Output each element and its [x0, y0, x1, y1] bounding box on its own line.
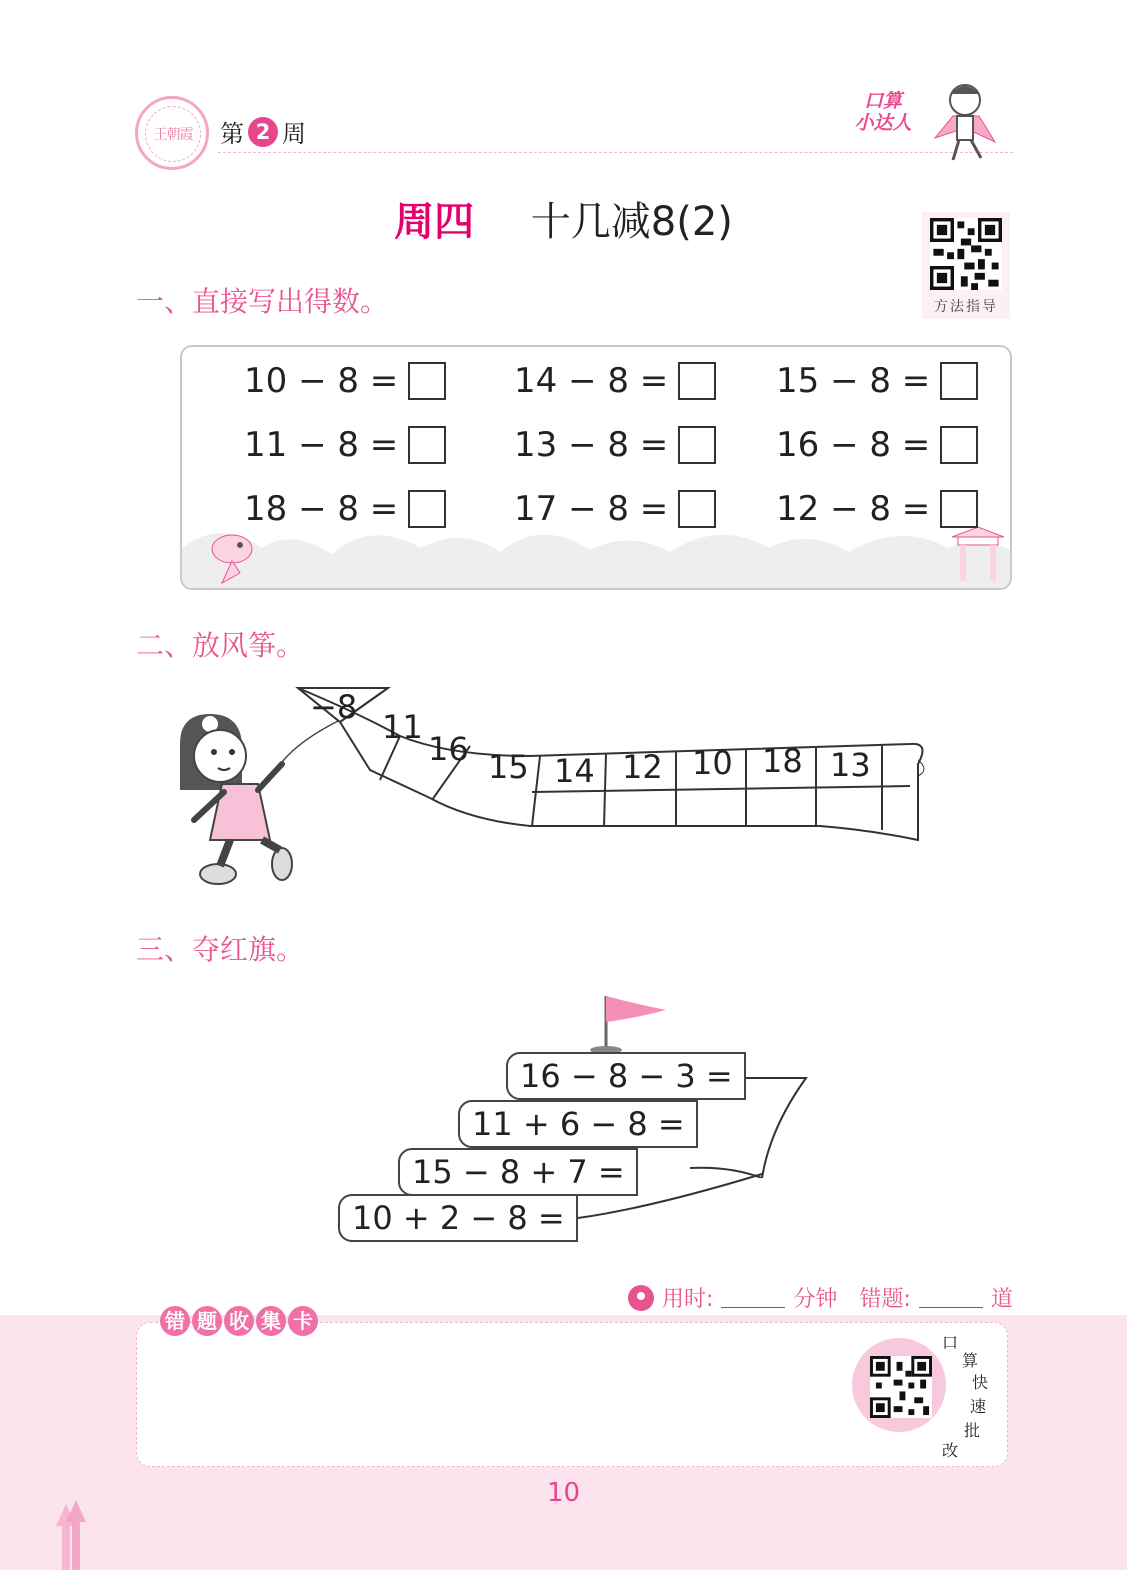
answer-box[interactable]: [408, 426, 446, 464]
brand-logo: 口算 小达人: [854, 90, 912, 134]
equation-1: 10 − 8 =: [244, 361, 446, 401]
page-number: 10: [546, 1478, 581, 1508]
card-title: 错 题 收 集 卡: [160, 1306, 318, 1336]
title-topic: 十几减8(2): [530, 199, 733, 245]
kite-number: 12: [622, 748, 663, 786]
stopwatch-icon: [628, 1285, 654, 1311]
answer-box[interactable]: [678, 490, 716, 528]
fast-check-label: 口 算 快 速 批 改: [942, 1333, 989, 1460]
answer-box[interactable]: [940, 426, 978, 464]
kite-operator: −8: [310, 688, 358, 726]
section-2-heading: 二、放风筝。: [136, 629, 305, 662]
qr-fast-check[interactable]: [852, 1338, 946, 1432]
stair-step-bottom: 10 + 2 − 8 =: [338, 1194, 578, 1242]
kite-number: 18: [762, 742, 803, 780]
equation-2: 14 − 8 =: [514, 361, 716, 401]
answer-box[interactable]: [678, 426, 716, 464]
answer-box[interactable]: [408, 362, 446, 400]
week-label: [220, 114, 306, 149]
answer-box[interactable]: [408, 490, 446, 528]
kite-number: 14: [554, 752, 595, 790]
section-1-heading: 一、直接写出得数。: [136, 285, 389, 318]
kite-number: 15: [488, 748, 529, 786]
qr-code-icon: [870, 1356, 932, 1418]
pavilion-icon: [948, 523, 1008, 583]
equation-7: 18 − 8 =: [244, 489, 446, 529]
kite-exercise: [170, 680, 950, 900]
equation-8: 17 − 8 =: [514, 489, 716, 529]
answer-box[interactable]: [678, 362, 716, 400]
title-day: 周四: [394, 199, 475, 245]
header-divider: [218, 152, 1013, 153]
fish-icon: [202, 521, 262, 585]
kite-number: 11: [382, 708, 423, 746]
stair-step-2: 11 + 6 − 8 =: [458, 1100, 698, 1148]
qr-method-guide[interactable]: [922, 212, 1010, 319]
equation-6: 16 − 8 =: [776, 425, 978, 465]
up-arrows-icon: [52, 1500, 92, 1570]
girl-icon: [180, 714, 292, 884]
week-suffix: 周: [282, 120, 306, 148]
qr-code-icon: [930, 218, 1002, 290]
kite-number: 13: [830, 746, 871, 784]
stair-step-top: 16 − 8 − 3 =: [506, 1052, 746, 1100]
equation-3: 15 − 8 =: [776, 361, 978, 401]
answer-box[interactable]: [940, 362, 978, 400]
week-number-badge: 2: [248, 117, 278, 147]
answer-box[interactable]: [940, 490, 978, 528]
stair-step-3: 15 − 8 + 7 =: [398, 1148, 638, 1196]
equation-4: 11 − 8 =: [244, 425, 446, 465]
equation-9: 12 − 8 =: [776, 489, 978, 529]
section-3-heading: 三、夺红旗。: [136, 933, 305, 966]
time-field[interactable]: [721, 1287, 785, 1308]
timing-row: 用时: 分钟 错题: 道: [628, 1282, 1013, 1313]
errors-field[interactable]: [919, 1287, 983, 1308]
equation-5: 13 − 8 =: [514, 425, 716, 465]
seal-text: 王朝霞: [145, 106, 201, 162]
qr-label: 方法指导: [934, 299, 998, 315]
week-prefix: 第: [220, 120, 244, 148]
kite-number: 10: [692, 744, 733, 782]
exercise-box: [180, 345, 1012, 590]
kite-number: 16: [428, 730, 469, 768]
seal-logo: [135, 96, 209, 170]
superhero-kid-icon: [925, 76, 1017, 168]
